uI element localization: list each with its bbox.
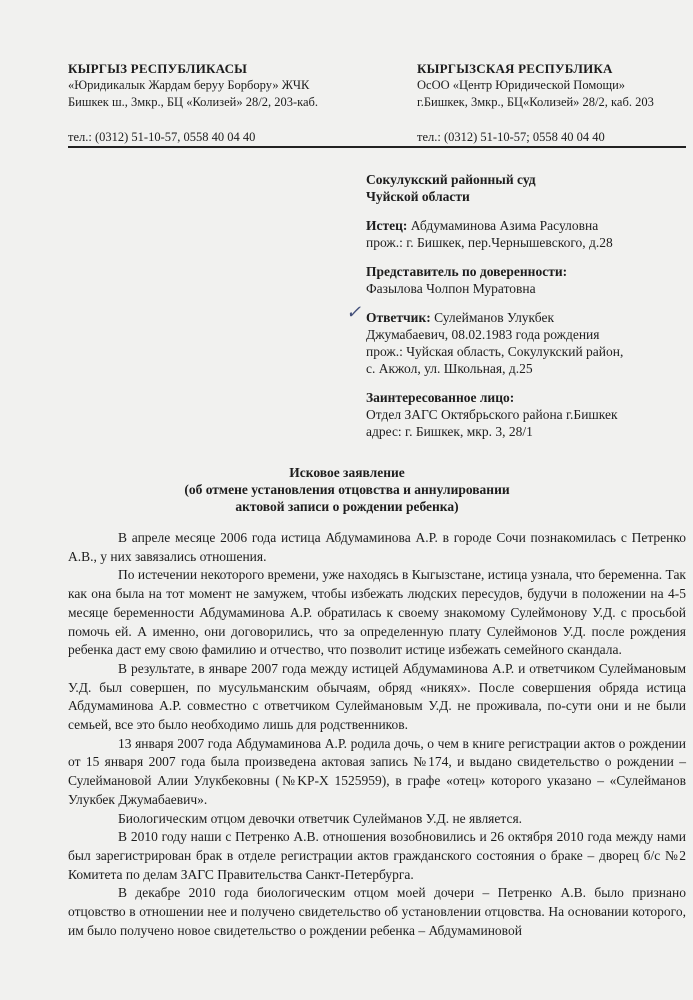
plaintiff <box>366 217 666 234</box>
paragraph: Биологическим отцом девочки ответчик Сулейманов У.Д. не является. <box>118 810 523 826</box>
paragraph: В декабре 2010 года биологическим отцом моей дочери – Петренко А.В. было признано отцовство в отношении нее и получено свидетельство об установлении отцовства. На основании которого, им было получено новое свидетельство о рождении ребенка – Абдумаминовой <box>68 885 686 938</box>
document-title <box>150 464 544 515</box>
defendant-address-1: прож.: Чуйская область, Сокулукский район, <box>366 344 624 359</box>
plaintiff-label: Истец: <box>366 218 408 233</box>
header-right-address: г.Бишкек, 3мкр., БЦ«Колизей» 28/2, каб. 203 <box>417 95 654 109</box>
document-body <box>68 529 686 940</box>
header-left-name: «Юридикалык Жардам беруу Борбору» ЖЧК <box>68 78 310 92</box>
court-region: Чуйской области <box>366 189 470 204</box>
paragraph: По истечении некоторого времени, уже находясь в Кыгызстане, истица узнала, что беременна. Так как она была на тот момент не замужем, чтобы избежать людских пересудов, будучи в положении на 4-5 месяце беременности Абдумаминова А.Р. обратилась к своему знакомому Сулеймонову У.Д. с просьбой помочь ей. А именно, они договорились, что за определенную плату Сулеймонов У.Д. после рождения ребенка даст ему свою фамилию и отчество, что позволит истице избежать семейного скандала. <box>68 567 686 658</box>
interested-party-label: Заинтересованное лицо: <box>366 390 515 405</box>
paragraph: В результате, в январе 2007 года между истицей Абдумаминова А.Р. и ответчиком Сулеймановым У.Д. был совершен, по мусульманским обычаям, обряд «никях». После совершения обряда истица Абдумаминова А.Р. совместно с ответчиком Сулеймановым У.Д. не проживала, по-сути они и не были семьей, все это было необходимо лишь для родственников. <box>68 660 686 733</box>
defendant-address-2: с. Акжол, ул. Школьная, д.25 <box>366 361 533 376</box>
representative-name: Фазылова Чолпон Муратовна <box>366 281 536 296</box>
check-mark: ✓ <box>346 302 362 322</box>
representative-label: Представитель по доверенности: <box>366 264 568 279</box>
header-left <box>68 60 368 146</box>
court-name: Сокулукский районный суд <box>366 172 536 187</box>
plaintiff-address: прож.: г. Бишкек, пер.Чернышевского, д.28 <box>366 235 613 250</box>
paragraph: 13 января 2007 года Абдумаминова А.Р. родила дочь, о чем в книге регистрации актов о рождении от 15 января 2007 года была произведена актовая запись №174, и выдано свидетельство о рождении – Сулеймановой Алии Улукбековны (№KP-X 1525959), в графе «отец» которого указано – «Сулейманов Улукбек Джумабаевич». <box>68 735 686 807</box>
title-line-3: актовой записи о рождении ребенка) <box>235 499 459 514</box>
paragraph: В апреле месяце 2006 года истица Абдумаминова А.Р. в городе Сочи познакомилась с Петренко А.В., у них завязались отношения. <box>68 530 686 564</box>
defendant-label: Ответчик: <box>366 310 431 325</box>
header-right-phone: тел.: (0312) 51-10-57; 0558 40 04 40 <box>417 130 605 144</box>
defendant-birth: Джумабаевич, 08.02.1983 года рождения <box>366 327 600 342</box>
header-right-org: КЫРГЫЗСКАЯ РЕСПУБЛИКА <box>417 61 613 76</box>
interested-party-name: Отдел ЗАГС Октябрьского района г.Бишкек <box>366 407 618 422</box>
defendant-name: Сулейманов Улукбек <box>430 310 555 325</box>
interested-party-address: адрес: г. Бишкек, мкр. 3, 28/1 <box>366 424 533 439</box>
addressee-block <box>366 171 666 440</box>
header-divider <box>68 146 686 148</box>
header-left-org: КЫРГЫЗ РЕСПУБЛИКАСЫ <box>68 61 248 76</box>
title-line-1: Исковое заявление <box>289 465 405 480</box>
paragraph: В 2010 году наши с Петренко А.В. отношения возобновились и 26 октября 2010 года между нами был зарегистрирован брак в отделе регистрации актов гражданского состояния о браке – дворец б/с №2 Комитета по делам ЗАГС Правительства Санкт-Петербурга. <box>68 829 686 882</box>
header-left-phone: тел.: (0312) 51-10-57, 0558 40 04 40 <box>68 130 256 144</box>
title-line-2: (об отмене установления отцовства и аннулировании <box>184 482 510 497</box>
header-right <box>417 60 682 146</box>
plaintiff-name: Абдумаминова Азима Расуловна <box>407 218 599 233</box>
header-left-address: Бишкек ш., 3мкр., БЦ «Колизей» 28/2, 203-каб. <box>68 95 319 109</box>
defendant <box>366 309 666 326</box>
header-right-name: ОсОО «Центр Юридической Помощи» <box>417 78 626 92</box>
